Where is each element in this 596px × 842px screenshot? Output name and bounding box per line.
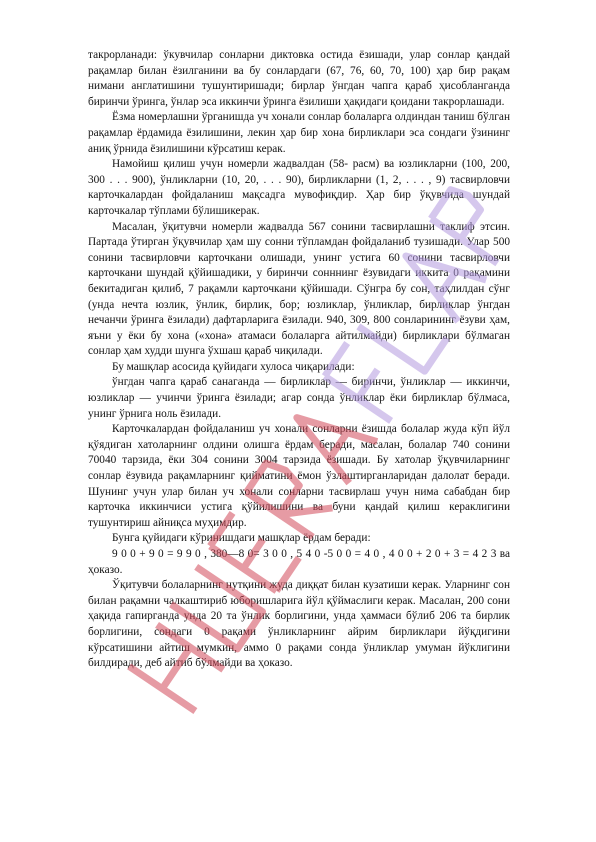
paragraph-7: Карточкалардан фойдаланиш уч хонали сонларни ёзишда болалар жуда кўп йўл қўядиган хатоларнинг олдини олишга ёрдам беради, масалан, болалар 740 сонини 70040 тарзида, ёки 304 сонини 3004 тарзида ёзишади. Бу хатолар ўқувчиларнинг сонлар ёзувида рақамларнинг қийматини ёмон ўзлаштирганларидан далолат беради. Шунинг учун улар билан уч хонали сонларни тасвирлаш учун нима сабабдан бир карточка иккинчиси устига қўйилишини ва буни қандай қилиш кераклигини тушунтириш айниқса муҳимдир. [88, 423, 510, 529]
paragraph-3: Намойиш қилиш учун номерли жадвалдан (58- расм) ва юзликларни (100, 200, 300 . . . 900), ўнликларни (10, 20, . . . 90), бирликларни (1, 2, . . . , 9) тасвирловчи карточкалардан фойдаланиш мақсадга мувофиқдир. Ҳар бир ўқувчида шундай карточкалар тўплами бўлишикерак. [88, 158, 510, 217]
paragraph-6: ўнгдан чапга қараб санаганда — бирликлар — биринчи, ўнликлар — иккинчи, юзликлар — учинчи ўринга ёзилади; агар сонда ўнликлар ёки бирликлар бўлмаса, унинг ўрнига ноль ёзилади. [88, 376, 510, 420]
paragraph-10: Ўқитувчи болаларнинг нутқини жуда диққат билан кузатиши керак. Уларнинг сон билан рақамни чалкаштириб юборишларига йўл қўймаслиги керак. Масалан, 200 сони ҳақида гапирганда унда 20 та ўнлик борлигини, унда ҳаммаси бўлиб 206 та бирлик борлигини, сондаги 0 рақами ўнликларнинг айрим бирликлари йўқдигини кўрсатишини айтиш мумкин, аммо 0 рақами сонда ўнликлар умуман йўклигини билдиради, деб айтиб бўлмайди ва ҳоказо. [88, 579, 510, 670]
paragraph-1: такрорланади: ўкувчилар сонларни диктовка остида ёзишади, улар сонлар қандай рақамлар билан ёзилганини ва бу сонлардаги (67, 76, 60, 70, 100) ҳар бир рақам нимани англатишини тушунтиришади; бирлар ўнгдан чапга қараб ҳисобланганда биринчи ўринга, ўнлар эса иккинчи ўринга ёзилиши ҳақидаги қоидани такрорлашади. [88, 49, 510, 108]
paragraph-5: Бу машқлар асосида қуйидаги хулоса чиқарилади: [112, 360, 355, 373]
paragraph-4: Масалан, ўқитувчи номерли жадвалда 567 сонини тасвирлашни таклиф этсин. Партада ўтирган ўқувчилар ҳам шу сонни тўпламдан фойдаланиб тузишади. Улар 500 сонини тасвирловчи карточкани олишади, унинг устига 60 сонини тасвирловчи карточкани шундай қўйишадики, у биринчи сонннинг ёзувидаги иккита 0 рақамини бекитадиган қилиб, 7 рақамли карточкани қўйишади. Сўнгра бу сон, таҳлилдан сўнг (унда нечта юзлик, ўнлик, бирлик, бор; юзликлар, ўнликлар, бирликлар ўнгдан нечанчи ўринга ёзилади) дафтарларига ёзилади. 940, 309, 800 сонларининг ёзуви ҳам, яъни у ёки бу хона («хона» атамаси болаларга айтилмайди) бирликлари бўлмаган сонлар ҳам худди шунга ўхшаш қараб чиқилади. [88, 220, 510, 358]
paragraph-8: Бунга қуйидаги кўринишдаги машқлар ёрдам беради: [112, 532, 371, 545]
body-text [88, 48, 510, 672]
paragraph-2: Ёзма номерлашни ўрганишда уч хонали сонлар болаларга олдиндан таниш бўлган рақамлар ёрдамида ёзилишини, лекин ҳар бир хона бирликлари эса сондаги ўзининг аниқ ўрнида ёзилишини кўрсатиш керак. [88, 111, 510, 155]
paragraph-9: 9 0 0 + 9 0 = 9 9 0 , 380—8 0= 3 0 0 , 5 4 0 -5 0 0 = 4 0 , 4 0 0 + 2 0 + 3 = 4 2 3 ва ҳоказо. [88, 548, 510, 576]
